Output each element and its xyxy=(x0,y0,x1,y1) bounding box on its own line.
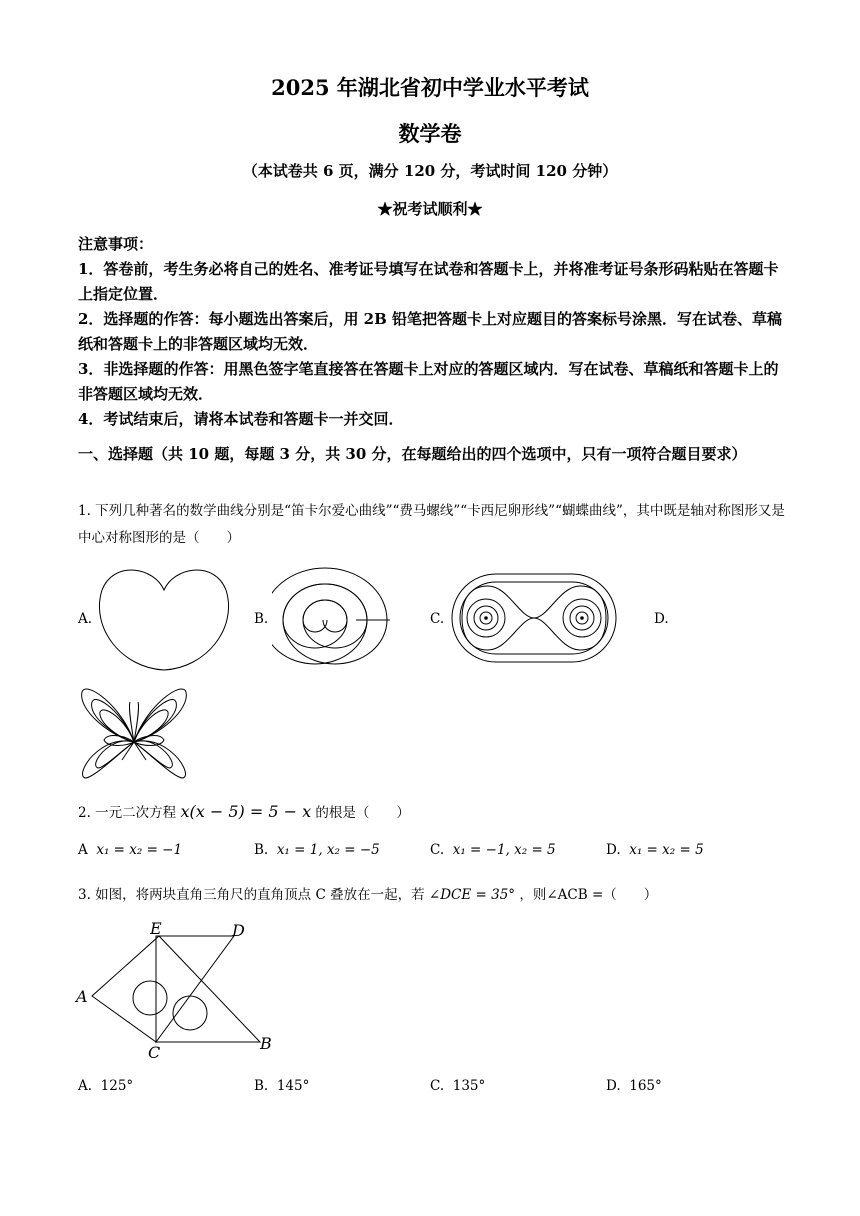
q2-option-d xyxy=(606,842,704,858)
q3-condition: ∠DCE = 35° xyxy=(428,887,516,903)
q1-option-d-label: D. xyxy=(654,611,669,627)
q3-option-a-value: 125° xyxy=(100,1078,134,1094)
q3-option-d-value: 165° xyxy=(629,1078,662,1094)
q2-stem-before: 2. 一元二次方程 xyxy=(78,805,177,821)
cardioid-heart-figure xyxy=(96,562,232,674)
exam-subtitle: 数学卷 xyxy=(398,121,462,146)
q2-option-b-value: x₁ = 1, x₂ = −5 xyxy=(276,842,380,858)
q2-option-a xyxy=(78,842,182,858)
q3-option-b-value: 145° xyxy=(276,1078,310,1094)
point-b-label: B xyxy=(260,1034,272,1053)
q3-option-b-label: B. xyxy=(254,1078,269,1094)
q2-option-a-label: A xyxy=(78,842,88,858)
triangle-hole-left xyxy=(133,981,167,1015)
notes-section xyxy=(78,232,790,432)
q2-option-c-value: x₁ = −1, x₂ = 5 xyxy=(452,842,556,858)
q1-option-a-label: A. xyxy=(78,611,93,627)
q3-option-c-value: 135° xyxy=(452,1078,486,1094)
q1-option-b-label: B. xyxy=(254,611,269,627)
q3-stem-before: 3. 如图，将两块直角三角尺的直角顶点 C 叠放在一起，若 xyxy=(78,887,425,903)
q2-option-a-value: x₁ = x₂ = −1 xyxy=(96,842,183,858)
triangle-ecd xyxy=(156,936,234,1042)
cassini-oval-figure xyxy=(450,572,620,666)
note-item: 2．选择题的作答：每小题选出答案后，用 2B 铅笔把答题卡上对应题目的答案标号涂黑．写在试卷、草稿纸和答题卡上的非答题区域均无效． xyxy=(78,310,783,353)
point-c-label: C xyxy=(148,1043,161,1060)
q2-option-d-label: D. xyxy=(606,842,621,858)
exam-info: （本试卷共 6 页，满分 120 分，考试时间 120 分钟） xyxy=(242,162,618,180)
point-a-label: A xyxy=(76,987,88,1006)
q3-stem-after: ，则∠ACB =（ ） xyxy=(519,887,658,903)
q3-option-a-label: A. xyxy=(78,1078,93,1094)
triangle-acb xyxy=(92,936,260,1042)
note-item: 4．考试结束后，请将本试卷和答题卡一并交回． xyxy=(78,410,404,428)
q3-option-a xyxy=(78,1078,133,1094)
question-1-stem: 1. 下列几种著名的数学曲线分别是“笛卡尔爱心曲线”“费马螺线”“卡西尼卵形线”“蝴蝶曲线”，其中既是轴对称图形又是中心对称图形的是（ ） xyxy=(78,503,785,546)
q2-equation: x(x − 5) = 5 − x xyxy=(180,802,312,821)
note-item: 3．非选择题的作答：用黑色签字笔直接答在答题卡上对应的答题区域内．写在试卷、草稿纸和答题卡上的非答题区域均无效． xyxy=(78,360,779,403)
q2-option-c-label: C. xyxy=(430,842,445,858)
q3-option-c-label: C. xyxy=(430,1078,445,1094)
q2-option-b-label: B. xyxy=(254,842,269,858)
question-2-stem xyxy=(78,798,410,827)
exam-wish: ★祝考试顺利★ xyxy=(377,200,483,218)
q2-option-c xyxy=(430,842,556,858)
exam-title: 2025 年湖北省初中学业水平考试 xyxy=(271,75,589,100)
note-item: 1．答卷前，考生务必将自己的姓名、准考证号填写在试卷和答题卡上，并将准考证号条形码粘贴在答题卡上指定位置． xyxy=(78,260,779,303)
q3-option-d xyxy=(606,1078,662,1094)
q3-option-c xyxy=(430,1078,485,1094)
q3-option-b xyxy=(254,1078,309,1094)
point-d-label: D xyxy=(232,921,245,940)
butterfly-curve-figure xyxy=(74,674,196,786)
question-3-stem xyxy=(78,882,657,909)
q3-option-d-label: D. xyxy=(606,1078,621,1094)
q2-option-b xyxy=(254,842,380,858)
triangles-figure xyxy=(74,918,284,1060)
q1-option-c-label: C. xyxy=(430,611,445,627)
notes-heading: 注意事项： xyxy=(78,235,154,253)
triangle-hole-right xyxy=(173,996,207,1030)
fermat-spiral-figure xyxy=(272,566,398,678)
q2-option-d-value: x₁ = x₂ = 5 xyxy=(629,842,704,858)
point-e-label: E xyxy=(150,919,162,938)
section-heading: 一、选择题（共 10 题，每题 3 分，共 30 分，在每题给出的四个选项中，只有一项符合题目要求） xyxy=(78,445,747,463)
q2-stem-after: 的根是（ ） xyxy=(315,805,410,821)
